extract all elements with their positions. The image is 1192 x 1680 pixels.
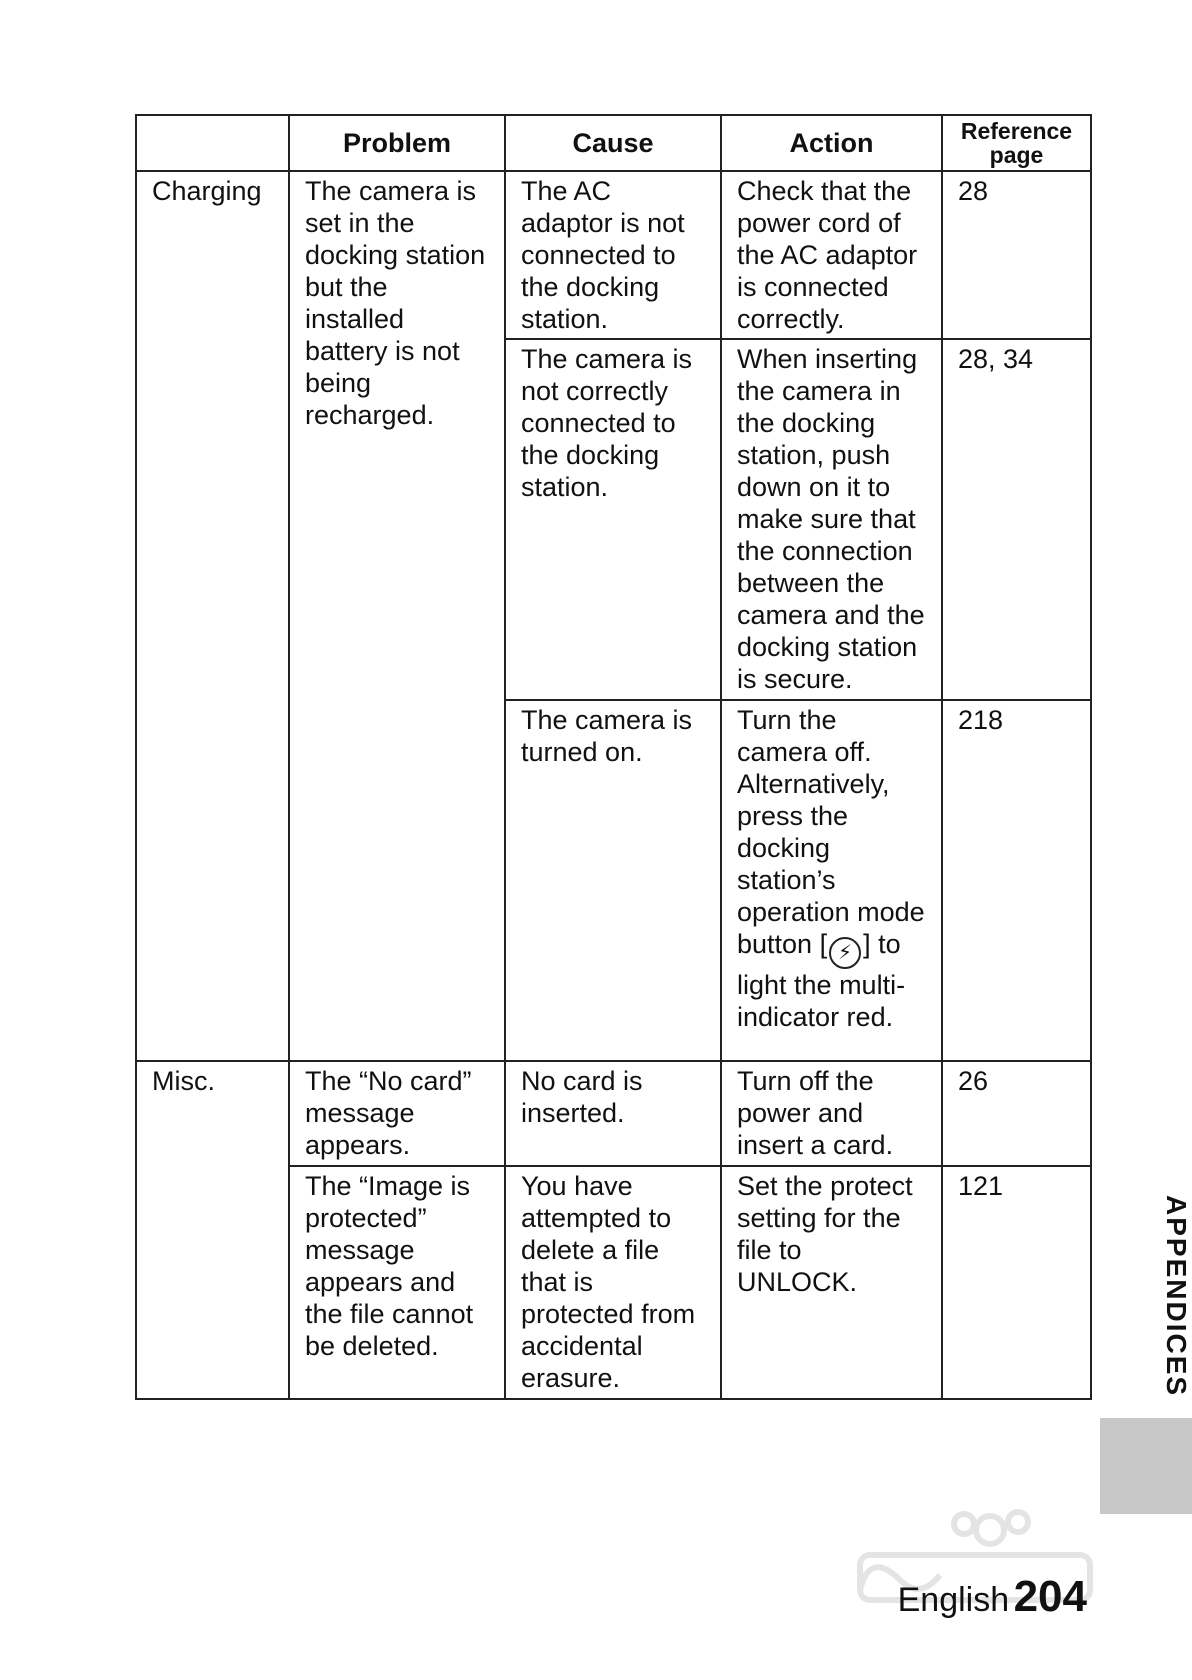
cause-cell: No card is inserted. <box>505 1061 721 1166</box>
section-tab-label: APPENDICES <box>1161 1195 1192 1398</box>
header-row <box>136 115 1091 171</box>
action-cell: Set the protect setting for the file to UNLOCK. <box>721 1166 942 1399</box>
reference-cell: 121 <box>942 1166 1091 1399</box>
cause-cell: The camera is not correctly connected to the docking station. <box>505 339 721 700</box>
category-charging: Charging <box>136 171 289 1061</box>
cause-cell: The camera is turned on. <box>505 700 721 1061</box>
action-cell: Check that the power cord of the AC adaptor is connected correctly. <box>721 171 942 339</box>
header-problem: Problem <box>289 115 505 171</box>
header-empty <box>136 115 289 171</box>
header-reference-page: Reference page <box>942 115 1091 171</box>
action-text-after: ] to light the multi-indicator red. <box>737 929 906 1032</box>
problem-cell: The “No card” message appears. <box>289 1061 505 1166</box>
action-cell: When inserting the camera in the docking station, push down on it to make sure that the connection between the camera and the docking station is secure. <box>721 339 942 700</box>
action-cell: Turn off the power and insert a card. <box>721 1061 942 1166</box>
cause-cell: You have attempted to delete a file that is protected from accidental erasure. <box>505 1166 721 1399</box>
action-cell <box>721 700 942 1061</box>
action-text-before: Turn the camera off. Alternatively, press the docking station’s operation mode button [ <box>737 705 925 959</box>
category-misc: Misc. <box>136 1061 289 1399</box>
troubleshooting-table <box>135 114 1092 1400</box>
header-cause: Cause <box>505 115 721 171</box>
page-number: 204 <box>1013 1572 1087 1621</box>
cause-cell: The AC adaptor is not connected to the docking station. <box>505 171 721 339</box>
page-footer <box>898 1572 1087 1622</box>
section-tab-marker <box>1100 1418 1192 1514</box>
header-action: Action <box>721 115 942 171</box>
table-row <box>136 1061 1091 1166</box>
reference-cell: 218 <box>942 700 1091 1061</box>
reference-cell: 28, 34 <box>942 339 1091 700</box>
reference-cell: 26 <box>942 1061 1091 1166</box>
operation-mode-icon: ⚡ <box>829 937 861 969</box>
problem-cell: The “Image is protected” message appears and the file cannot be deleted. <box>289 1166 505 1399</box>
table-row <box>136 171 1091 339</box>
footer-language: English <box>897 1581 1010 1619</box>
reference-cell: 28 <box>942 171 1091 339</box>
problem-cell: The camera is set in the docking station but the installed battery is not being recharged. <box>289 171 505 1061</box>
